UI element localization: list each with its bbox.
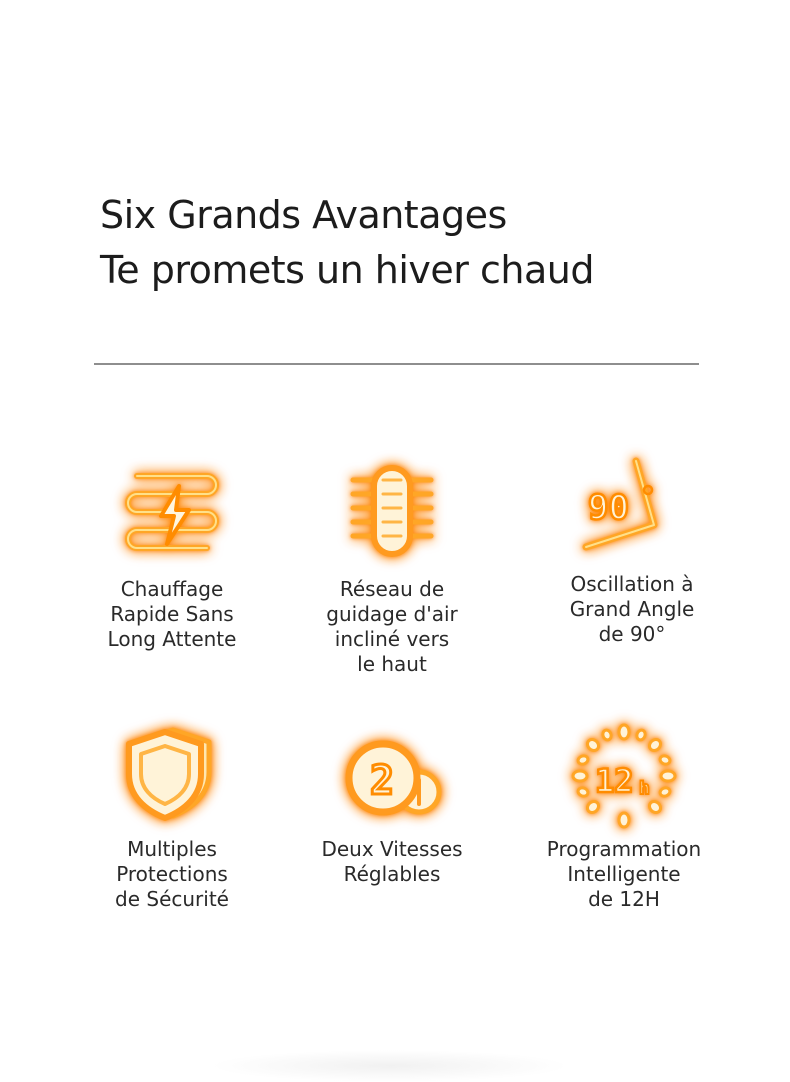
label-line: Intelligente (567, 862, 681, 886)
timer-12h-icon (569, 720, 679, 830)
svg-text:12: 12 (595, 762, 634, 800)
label-line: de 12H (588, 887, 660, 911)
svg-text:90: 90 (588, 488, 629, 528)
label-line: Deux Vitesses (321, 837, 463, 861)
feature-label (532, 572, 732, 647)
label-line: Protections (116, 862, 228, 886)
label-line: guidage d'air (326, 602, 458, 626)
label-line: Réglables (343, 862, 441, 886)
label-line: Long Attente (107, 627, 237, 651)
feature-label (524, 837, 724, 912)
feature-label (72, 577, 272, 652)
label-line: Programmation (546, 837, 702, 861)
label-line: le haut (357, 652, 427, 676)
oscillation-90-degree-icon (572, 455, 682, 565)
two-speeds-icon (337, 720, 447, 830)
feature-label (292, 577, 492, 677)
headline-line-1: Six Grands Avantages (100, 193, 507, 237)
label-line: Grand Angle (569, 597, 695, 621)
divider (94, 363, 699, 365)
label-line: Oscillation à (570, 572, 694, 596)
label-line: Chauffage (120, 577, 224, 601)
label-line: Multiples (127, 837, 217, 861)
feature-label (292, 837, 492, 887)
safety-shield-icon (117, 720, 227, 830)
label-line: incliné vers (334, 627, 450, 651)
headline (100, 188, 740, 298)
svg-text:h: h (639, 778, 650, 799)
label-line: Réseau de (339, 577, 445, 601)
feature-label (72, 837, 272, 912)
label-line: de Sécurité (115, 887, 229, 911)
headline-line-2: Te promets un hiver chaud (100, 248, 594, 292)
label-line: de 90° (598, 622, 666, 646)
label-line: Rapide Sans (110, 602, 234, 626)
bottom-fade (210, 1050, 570, 1082)
air-guide-grid-icon (337, 460, 447, 570)
svg-text:2: 2 (370, 758, 395, 804)
heating-coil-lightning-icon (117, 460, 227, 570)
